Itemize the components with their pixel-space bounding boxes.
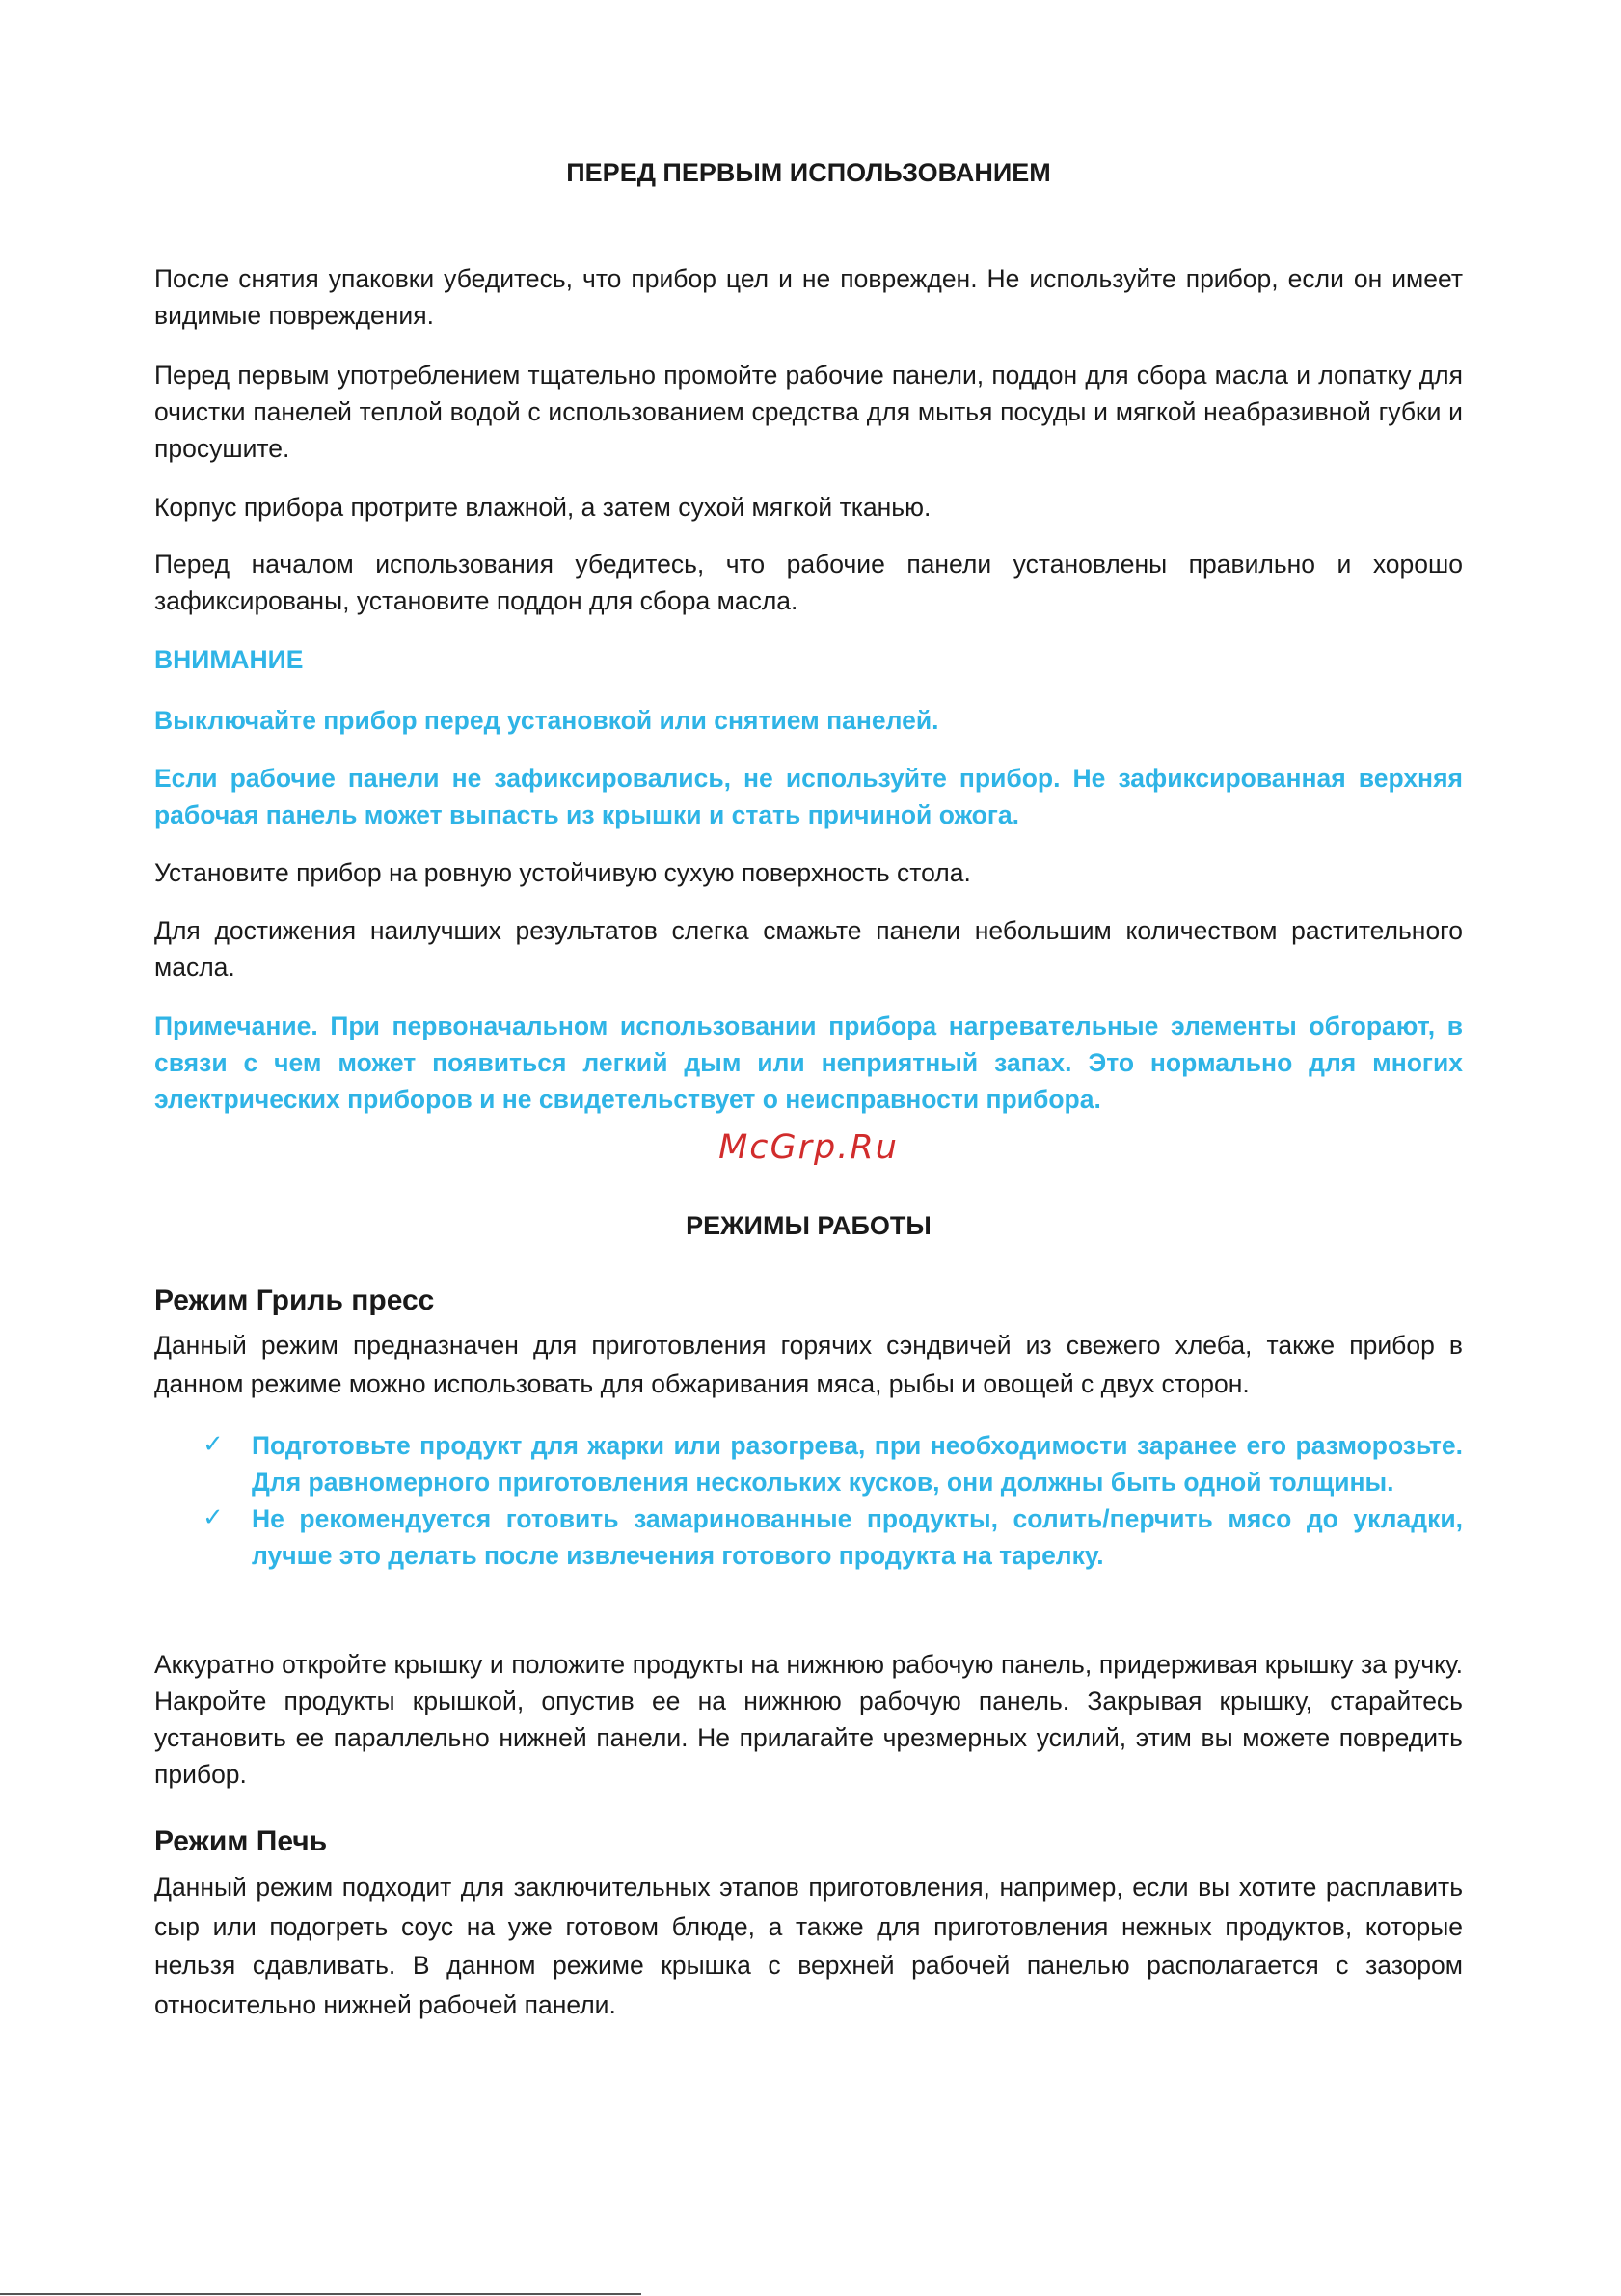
paragraph-oil-panels: Для достижения наилучших результатов слегка смажьте панели небольшим количеством растительного масла.: [154, 916, 1463, 982]
paragraph-unpack: После снятия упаковки убедитесь, что прибор цел и не поврежден. Не используйте прибор, если он имеет видимые повреждения.: [154, 264, 1463, 330]
grill-press-checklist: [154, 1427, 1463, 1574]
mode-oven-title: Режим Печь: [154, 1825, 328, 1857]
section-title-modes: РЕЖИМЫ РАБОТЫ: [686, 1211, 932, 1240]
list-item-text: Не рекомендуется готовить замаринованные продукты, солить/перчить мясо до укладки, лучше это делать после извлечения готового продукта на тарелку.: [252, 1504, 1463, 1570]
warning-panels-not-fixed: Если рабочие панели не зафиксировались, не используйте прибор. Не зафиксированная верхняя рабочая панель может выпасть из крышки и стать причиной ожога.: [154, 764, 1463, 829]
checkmark-icon: ✓: [203, 1429, 224, 1458]
note-first-use-smoke: Примечание. При первоначальном использовании прибора нагревательные элементы обгорают, в связи с чем может появиться легкий дым или неприятный запах. Это нормально для многих электрических приборов и не свидетельствует о неисправности прибора.: [154, 1012, 1463, 1114]
paragraph-flat-surface: Установите прибор на ровную устойчивую сухую поверхность стола.: [154, 858, 971, 887]
mode-grill-press-description: Данный режим предназначен для приготовления горячих сэндвичей из свежего хлеба, также прибор в данном режиме можно использовать для обжаривания мяса, рыбы и овощей с двух сторон.: [154, 1331, 1463, 1398]
checkmark-icon: ✓: [203, 1502, 224, 1531]
paragraph-wash: Перед первым употреблением тщательно промойте рабочие панели, поддон для сбора масла и лопатку для очистки панелей теплой водой с использованием средства для мытья посуды и мягкой неабразивной губки и просушите.: [154, 361, 1463, 463]
paragraph-wipe-body: Корпус прибора протрите влажной, а затем сухой мягкой тканью.: [154, 493, 932, 522]
section-title-before-first-use: ПЕРЕД ПЕРВЫМ ИСПОЛЬЗОВАНИЕМ: [566, 158, 1051, 187]
paragraph-check-panels: Перед началом использования убедитесь, что рабочие панели установлены правильно и хорошо зафиксированы, установите поддон для сбора масла.: [154, 550, 1463, 615]
mode-oven-description: Данный режим подходит для заключительных этапов приготовления, например, если вы хотите расплавить сыр или подогреть соус на уже готовом блюде, а также для приготовления нежных продуктов, которые нельзя сдавливать. В данном режиме крышка с верхней рабочей панелью располагается с зазором относительно нижней рабочей панели.: [154, 1873, 1463, 2019]
list-item-text: Подготовьте продукт для жарки или разогрева, при необходимости заранее его разморозьте. Для равномерного приготовления нескольких кусков, они должны быть одной толщины.: [252, 1431, 1463, 1497]
list-item: [154, 1500, 1463, 1574]
warning-switch-off: Выключайте прибор перед установкой или снятием панелей.: [154, 706, 939, 735]
mode-grill-press-title: Режим Гриль пресс: [154, 1284, 435, 1316]
list-item: [154, 1427, 1463, 1500]
watermark-logo: McGrp.Ru: [718, 1128, 899, 1167]
footer-divider: [0, 2293, 641, 2295]
mode-grill-press-instructions: Аккуратно откройте крышку и положите продукты на нижнюю рабочую панель, придерживая крышку за ручку. Накройте продукты крышкой, опустив ее на нижнюю рабочую панель. Закрывая крышку, старайтесь установить ее параллельно нижней панели. Не прилагайте чрезмерных усилий, этим вы можете повредить прибор.: [154, 1650, 1463, 1789]
warning-title: ВНИМАНИЕ: [154, 645, 304, 674]
